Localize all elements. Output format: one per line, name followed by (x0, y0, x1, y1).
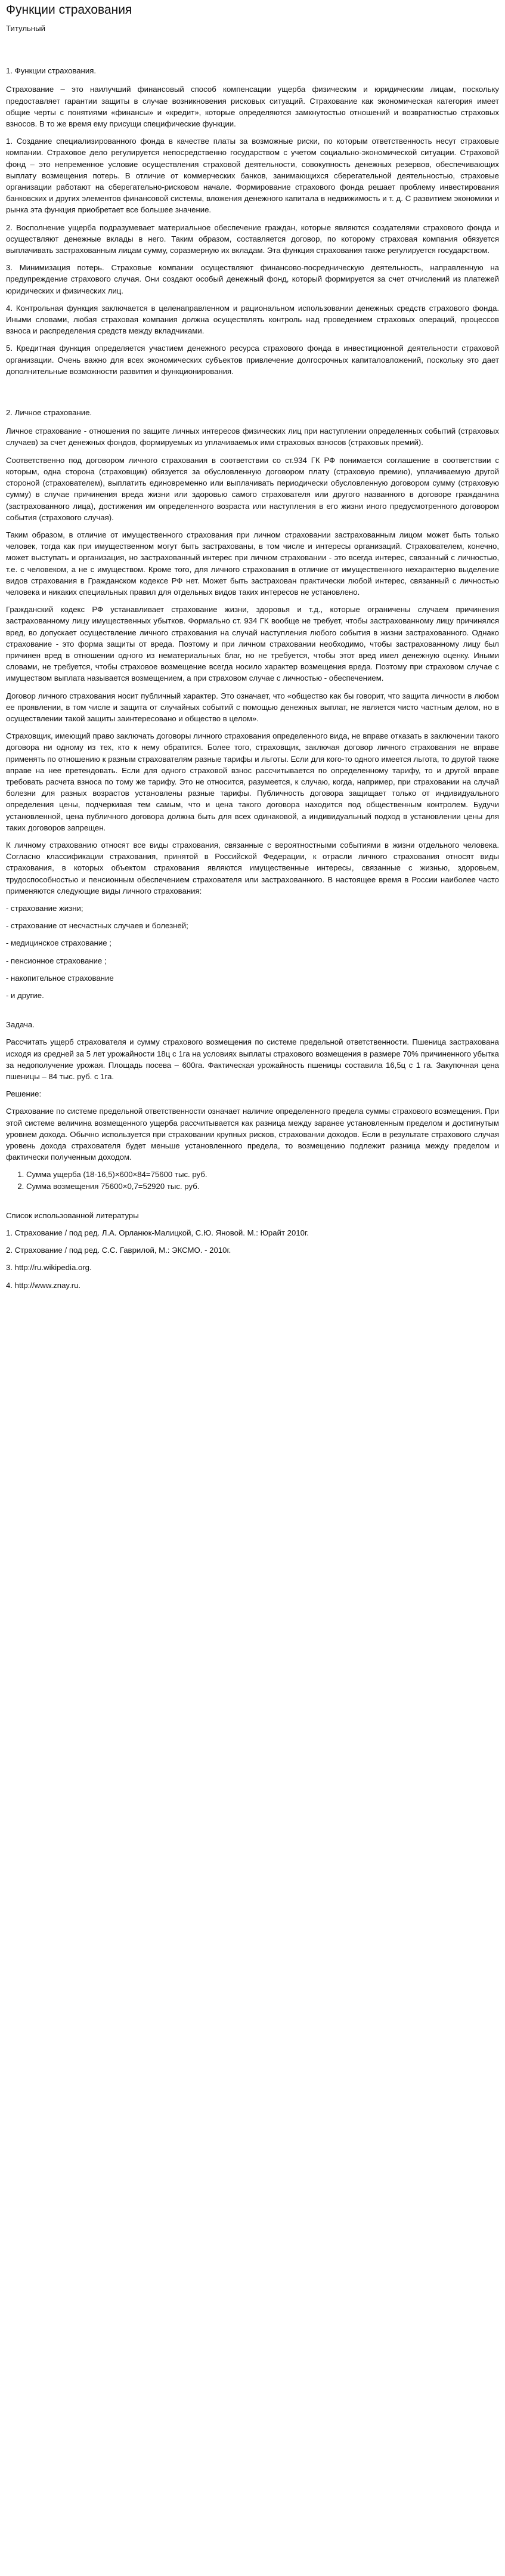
list-item: - накопительное страхование (6, 973, 114, 983)
calculation-list (26, 1169, 499, 1191)
page-subtitle: Титульный (6, 24, 46, 33)
section-heading: 1. Функции страхования. (6, 66, 97, 76)
paragraph: Страхование – это наилучший финансовый способ компенсации ущерба физическим и юридическим лицам, поскольку предоставляет гарантии защиты в случае возникновения рисковых ситуаций. Страхование как экономическая категория имеет общие черты с понятиями «финансы» и «кредит», которые определяются замкнутостью отношений и возвратностью страховых взносов. В то же время ему присущи специфические функции. (6, 85, 499, 129)
insurance-types-list (6, 903, 499, 1001)
list-item: - страхование от несчастных случаев и болезней; (6, 921, 188, 931)
references-heading: Список использованной литературы (6, 1210, 139, 1220)
solution-text: Страхование по системе предельной ответственности означает наличие определенного предела суммы страхового возмещения. При этой системе величина возмещенного ущерба рассчитывается как разница между заранее установленным пределом и достигнутым уровнем дохода. Обычно используется при страховании крупных рисков, страховании доходов. Если в результате страхового случая уровень дохода страхователя будет меньше установленного предела, то возмещению подлежит разница между пределом и фактически полученным доходом. (6, 1107, 499, 1162)
references (6, 1210, 499, 1291)
reference-item: 4. http://www.znay.ru. (6, 1280, 81, 1290)
paragraph: 5. Кредитная функция определяется участием денежного ресурса страхового фонда в инвестиционной деятельности страховой организации. Очень важно для всех экономических субъектов привлечение долгосрочных капиталовложений, поскольку это дает дополнительные возможности развития и функционирования. (6, 344, 499, 376)
paragraph: 4. Контрольная функция заключается в целенаправленном и рациональном использовании денежных средств страхового фонда. Иными словами, любая страховая компания должна осуществлять контроль над проведением страховых операций, процессов взноса и распределения средств между вкладчиками. (6, 303, 499, 336)
paragraph: 2. Восполнение ущерба подразумевает материальное обеспечение граждан, которые являются создателями страхового фонда и осуществляют денежные вклады в него. Таким образом, составляется договор, по которому страховая компания обязуется выплачивать застрахованным лицам сумму, соразмерную их вкладам. Эта функция страхования также регулируется государством. (6, 223, 499, 255)
reference-item: 3. http://ru.wikipedia.org. (6, 1263, 92, 1272)
reference-item: 2. Страхование / под ред. С.С. Гаврилой, М.: ЭКСМО. - 2010г. (6, 1246, 231, 1255)
list-item: - медицинское страхование ; (6, 938, 111, 948)
paragraph: К личному страхованию относят все виды страхования, связанные с вероятностными событиями в жизни отдельного человека. Согласно классификации страхования, принятой в Российской Федерации, к отрасли личного страхования относят виды страхования, в которых объектом страхования являются имущественные интересы, связанные с жизнью, здоровьем, трудоспособностью и пенсионным обеспечением страхователя или застрахованного. В настоящее время в России наиболее часто применяются следующие виды личного страхования: (6, 840, 499, 895)
section-heading: 2. Личное страхование. (6, 408, 92, 418)
paragraph: 1. Создание специализированного фонда в качестве платы за возможные риски, по которым ответственность несут страховые компании. Страховое дело регулируется непосредственно государством с учетом социально-экономической ситуации. Страховой фонд – это непременное условие осуществления страховой деятельности, совокупность денежных резервов, обеспечивающих выплату возмещения потерь. В отличие от коммерческих банков, занимающихся сберегательной деятельностью, страховые организации работают на сберегательно-рисковом начале. Формирование страхового фонда решает проблему инвестирования банковских и других элементов финансовой системы, вложения денежного капитала в недвижимость и т. д. С развитием экономики и рынка эта функция приобретает все большее значение. (6, 137, 499, 215)
task-text: Рассчитать ущерб страхователя и сумму страхового возмещения по системе предельной ответственности. Пшеница застрахована исходя из средней за 5 лет урожайности 18ц с 1га на условиях выплаты страхового возмещения в размере 70% причиненного убытка за недополучение урожая. Площадь посева – 600га. Фактическая урожайность пшеницы составила 16,5ц с 1 га. Закупочная цена пшеницы – 84 тыс. руб. с 1га. (6, 1037, 499, 1082)
paragraph: Соответственно под договором личного страхования в соответствии со ст.934 ГК РФ понимается соглашение в соответствии с которым, одна сторона (страховщик) обязуется за обусловленную договором плату (страховую премию), уплачиваемую другой стороной (страхователем), выплатить единовременно или выплачивать периодически обусловленную договором сумму (страховую сумму) в случае причинения вреда жизни или здоровью самого страхователя или другого названного в договоре гражданина (застрахованного лица), достижения им определенного возраста или наступления в его жизни иного предусмотренного договором события (страхового случая). (6, 455, 499, 522)
reference-item: 1. Страхование / под ред. Л.А. Орланюк-Малицкой, С.Ю. Яновой. М.: Юрайт 2010г. (6, 1228, 309, 1238)
paragraph: Личное страхование - отношения по защите личных интересов физических лиц при наступлении определенных событий (страховых случаев) за счет денежных фондов, формируемых из уплачиваемых ими страховых взносов (страховых премий). (6, 427, 499, 447)
paragraph: Договор личного страхования носит публичный характер. Это означает, что «общество как бы говорит, что защита личности в любом ее проявлении, в том числе и защита от случайных событий с помощью денежных выплат, не является чисто частным делом, но в осуществлении такой защиты заинтересовано и общество в целом». (6, 691, 499, 723)
document-page (0, 2, 505, 1291)
page-title: Функции страхования (6, 3, 132, 17)
list-item: - и другие. (6, 991, 44, 1000)
paragraph: 3. Минимизация потерь. Страховые компании осуществляют финансово-посредническую деятельность, направленную на предупреждение страхового случая. Они создают особый денежный фонд, который формируется за счет отчислений из платежей юридических и физических лиц. (6, 263, 499, 295)
paragraph: Таким образом, в отличие от имущественного страхования при личном страховании застрахованным лицом может быть только человек, тогда как при имущественном могут быть застрахованы, в том числе и интересы организаций. Страхователем, конечно, может выступать и организация, но застрахованный интерес при личном страховании - это всегда интерес, связанный с личностью, т.е. с человеком, а не с имуществом. Кроме того, для личного страхования в отличие от имущественного нехарактерно выделение видов страхования в Гражданском кодексе РФ нет. Может быть застрахован практически любой интерес, связанный с личностью человека и никаких специальных правил для отдельных видов таких интересов не установлено. (6, 530, 499, 597)
list-item: - страхование жизни; (6, 904, 83, 913)
paragraph: Страховщик, имеющий право заключать договоры личного страхования определенного вида, не вправе отказать в заключении такого договора ни одному из тех, кто к нему обратится. Более того, страховщик, заключая договор личного страхования не вправе применять по отношению к разным страхователям разные тарифы и льготы. Если для кого-то одного имеется льгота, то другой также вправе на нее претендовать. Если для одного страховой взнос рассчитывается по определенному тарифу, то и другой вправе требовать расчета взноса по тому же тарифу. Это не относится, разумеется, к случаю, когда, например, при страховании на случай болезни для разных возрастов установлены разные тарифы. Публичность договора защищает только от индивидуального определения цены, подчеркивая тем самым, что и цена такого договора находится под общественным контролем. Будучи установленной, цена публичного договора должна быть для всех одинаковой, а индивидуальный подход в установлении цены для таких договоров запрещен. (6, 731, 499, 832)
solution-heading: Решение: (6, 1089, 42, 1099)
calc-item: 2. Сумма возмещения 75600×0,7=52920 тыс. руб. (26, 1181, 499, 1192)
list-item: - пенсионное страхование ; (6, 956, 107, 965)
calc-item: 1. Сумма ущерба (18-16,5)×600×84=75600 тыс. руб. (26, 1169, 499, 1180)
paragraph: Гражданский кодекс РФ устанавливает страхование жизни, здоровья и т.д., которые ограничены случаем причинения застрахованному лицу имущественных убытков. Формально ст. 934 ГК вообще не требует, чтобы застрахованному лицу причинялся вред, во допускает осуществление личного страхования на случай наступления любого события в жизни застрахованного. Однако страхование - это форма защиты от вреда. Поэтому и при личном страховании необходимо, чтобы застрахованному лицу был причинен вред в отношении одного из нематериальных благ, но не требуется, чтобы этот вред имел денежную оценку. Иными словами, не требуется, чтобы страховое возмещение всегда носило характер возмещения вреда. Поэтому при страховом случае с имуществом выплата называется возмещением, а при страховом случае с личностью - обеспечением. (6, 605, 499, 683)
task-heading: Задача. (6, 1020, 35, 1030)
